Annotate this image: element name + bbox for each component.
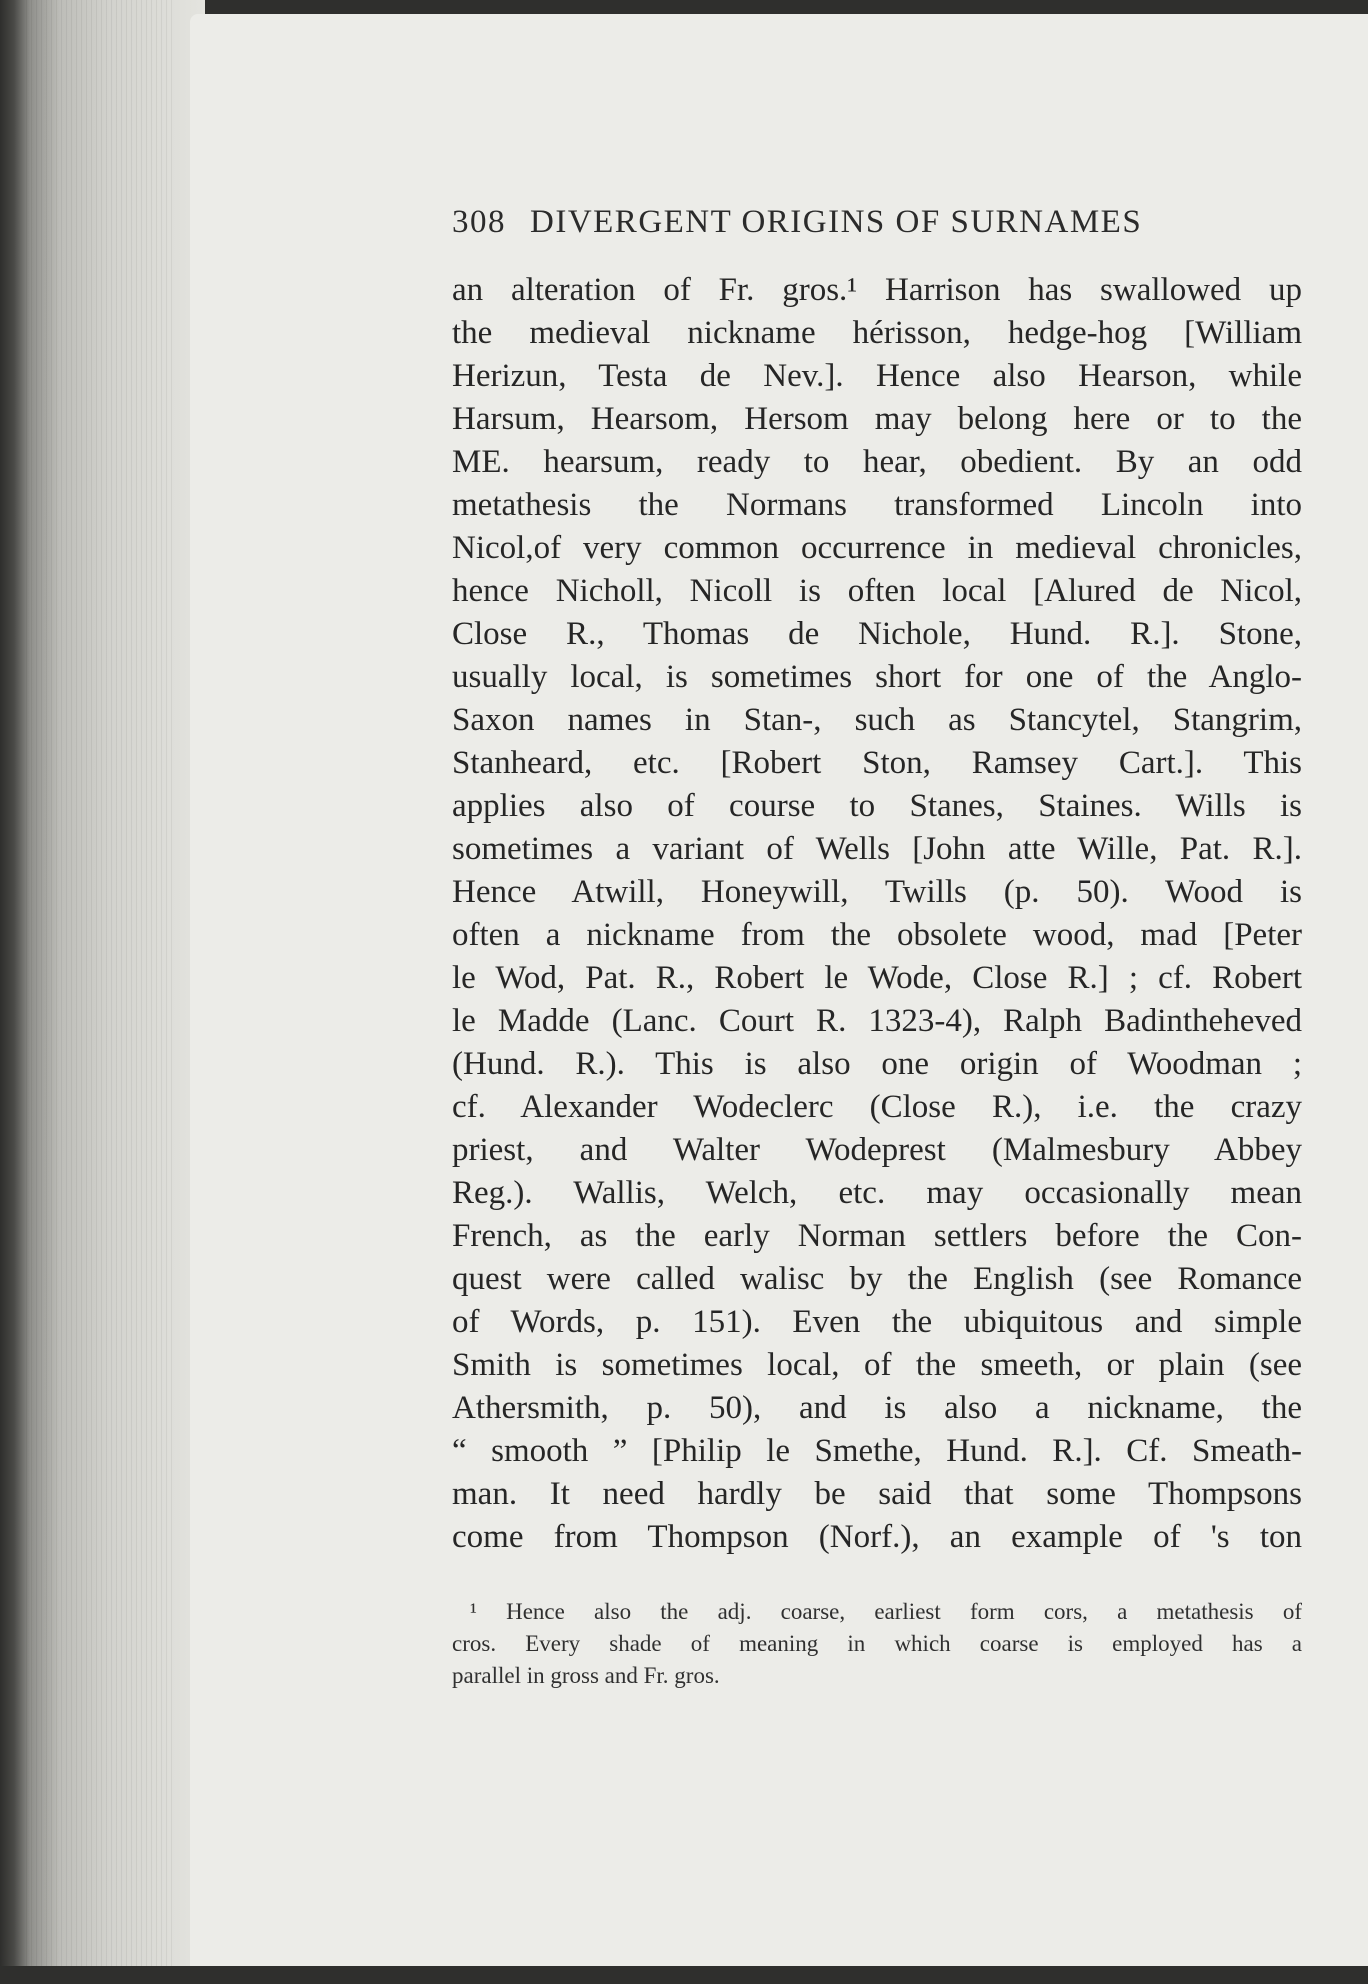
body-line: Saxon names in Stan-, such as Stancytel, Stangrim, (452, 702, 1302, 738)
body-line: metathesis the Normans transformed Lincoln into (452, 487, 1302, 523)
body-line: French, as the early Norman settlers before the Con- (452, 1218, 1302, 1254)
body-line: sometimes a variant of Wells [John atte Wille, Pat. R.]. (452, 831, 1302, 867)
page-number: 308 (452, 204, 506, 240)
body-line: Harsum, Hearsom, Hersom may belong here or to the (452, 401, 1302, 437)
footnote-line: cros. Every shade of meaning in which coarse is employed has a (452, 1631, 1302, 1656)
body-line: (Hund. R.). This is also one origin of Woodman ; (452, 1046, 1302, 1082)
body-line: cf. Alexander Wodeclerc (Close R.), i.e. the crazy (452, 1089, 1302, 1125)
body-line: ME. hearsum, ready to hear, obedient. By an odd (452, 444, 1302, 480)
body-line: Reg.). Wallis, Welch, etc. may occasionally mean (452, 1175, 1302, 1211)
body-line: Smith is sometimes local, of the smeeth, or plain (see (452, 1347, 1302, 1383)
footnote-line: ¹ Hence also the adj. coarse, earliest form cors, a metathesis of (470, 1599, 1302, 1624)
body-line: priest, and Walter Wodeprest (Malmesbury Abbey (452, 1132, 1302, 1168)
body-line: Herizun, Testa de Nev.]. Hence also Hearson, while (452, 358, 1302, 394)
footnote-line: parallel in gross and Fr. gros. (452, 1663, 720, 1688)
body-line: usually local, is sometimes short for one of the Anglo- (452, 659, 1302, 695)
body-line: an alteration of Fr. gros.¹ Harrison has swallowed up (452, 272, 1302, 308)
body-line: Hence Atwill, Honeywill, Twills (p. 50). Wood is (452, 874, 1302, 910)
body-line: Stanheard, etc. [Robert Ston, Ramsey Cart.]. This (452, 745, 1302, 781)
body-line: Close R., Thomas de Nichole, Hund. R.]. Stone, (452, 616, 1302, 652)
running-title: DIVERGENT ORIGINS OF SURNAMES (530, 204, 1143, 240)
body-line: man. It need hardly be said that some Thompsons (452, 1476, 1302, 1512)
page-edge-lines (26, 0, 176, 1984)
body-line: quest were called walisc by the English (see Romance (452, 1261, 1302, 1297)
body-line: Athersmith, p. 50), and is also a nickname, the (452, 1390, 1302, 1426)
body-line: le Madde (Lanc. Court R. 1323-4), Ralph Badintheheved (452, 1003, 1302, 1039)
body-line: come from Thompson (Norf.), an example of 's ton (452, 1519, 1302, 1555)
body-line: of Words, p. 151). Even the ubiquitous and simple (452, 1304, 1302, 1340)
body-line: Nicol,of very common occurrence in medieval chronicles, (452, 530, 1302, 566)
scan-bottom-edge (0, 1966, 1368, 1984)
body-line: le Wod, Pat. R., Robert le Wode, Close R.] ; cf. Robert (452, 960, 1302, 996)
body-line: the medieval nickname hérisson, hedge-hog [William (452, 315, 1302, 351)
body-line: often a nickname from the obsolete wood, mad [Peter (452, 917, 1302, 953)
body-line: applies also of course to Stanes, Staines. Wills is (452, 788, 1302, 824)
running-head (452, 204, 1302, 252)
book-page-edges (0, 0, 205, 1984)
body-line: hence Nicholl, Nicoll is often local [Alured de Nicol, (452, 573, 1302, 609)
body-line: “ smooth ” [Philip le Smethe, Hund. R.]. Cf. Smeath- (452, 1433, 1302, 1469)
